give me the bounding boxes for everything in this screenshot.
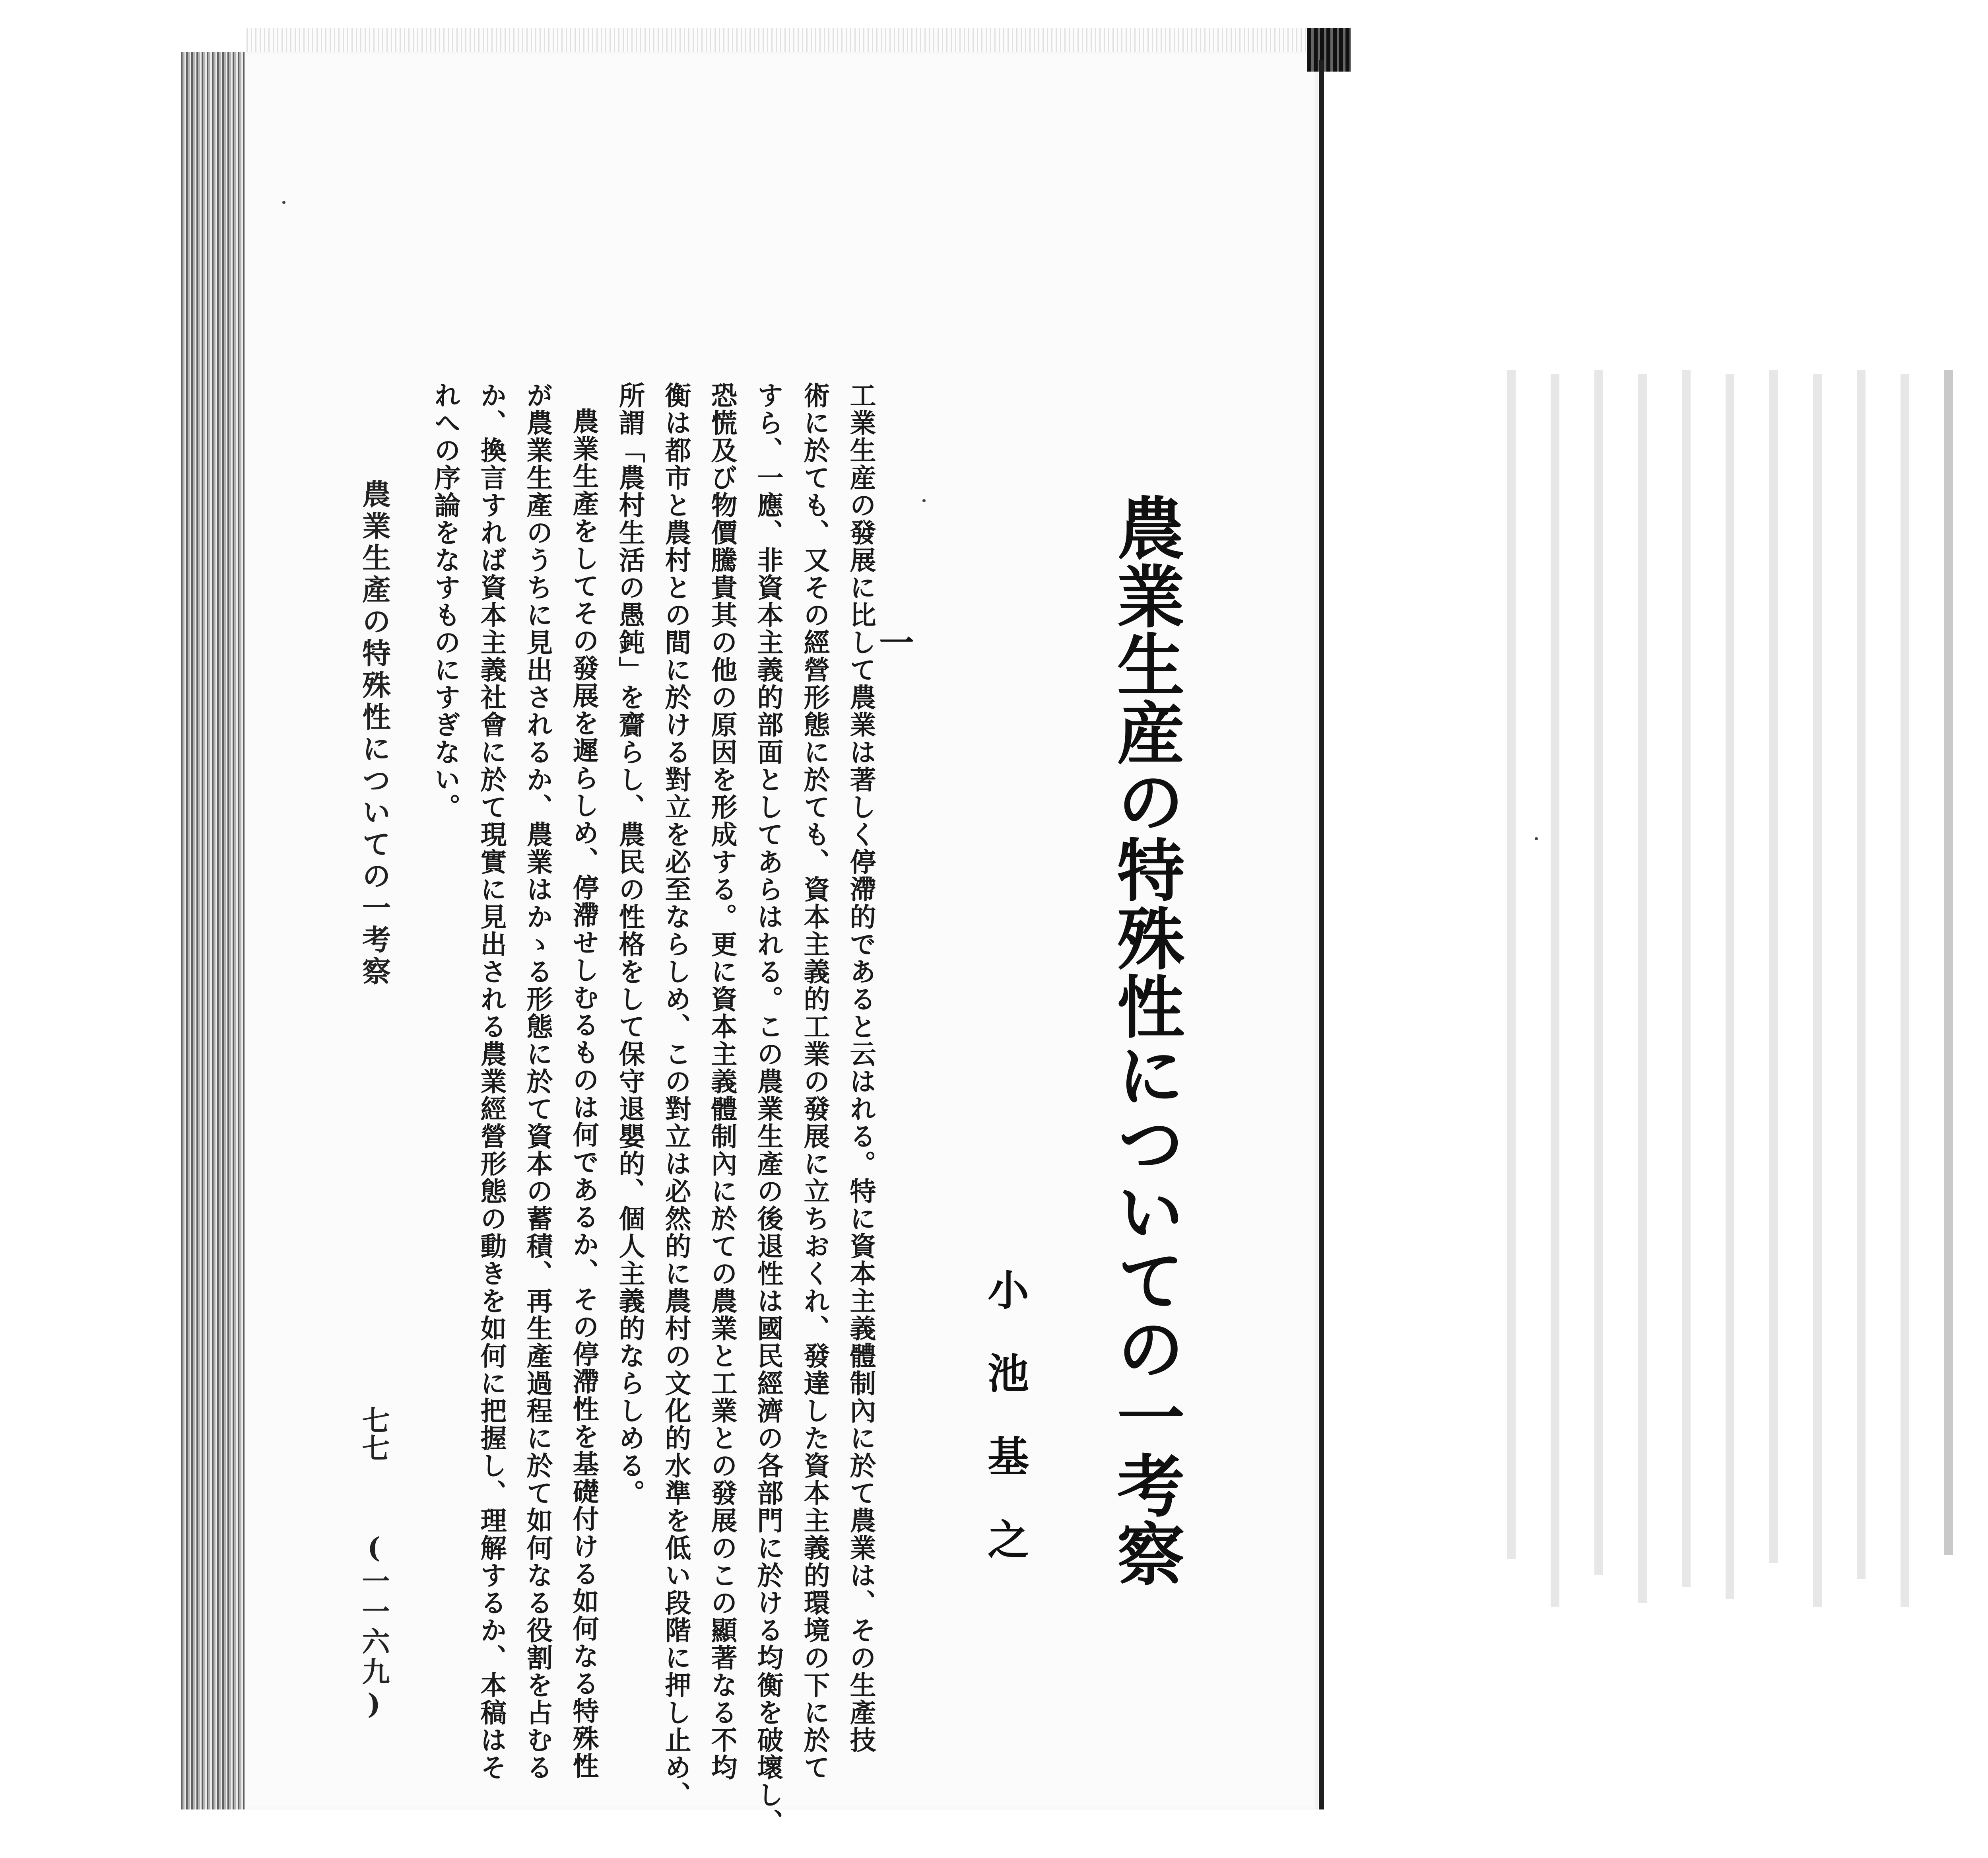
scan-speck bbox=[282, 201, 285, 204]
body-line: 所謂「農村生活の愚鈍」を齎らし、農民の性格をして保守退嬰的、個人主義的ならしめる。 bbox=[614, 382, 645, 1507]
running-head: 農業生產の特殊性についての一考察 bbox=[357, 479, 391, 988]
section-number: 一 bbox=[874, 624, 915, 659]
gutter-line bbox=[1319, 60, 1324, 1809]
page-edge-stack bbox=[181, 52, 245, 1809]
page-number: 七七 bbox=[357, 1406, 390, 1462]
right-page bbox=[1324, 60, 1988, 1809]
body-line: 衡は都市と農村との間に於ける對立を必至ならしめ、この對立は必然的に農村の文化的水準を低い段階に押し止め、 bbox=[660, 382, 691, 1809]
scan-speck bbox=[1535, 837, 1538, 840]
body-line: すら、一應、非資本主義的部面としてあらはれる。この農業生產の後退性は國民經濟の各部門に於ける均衡を破壞し、 bbox=[753, 382, 784, 1836]
body-line: 農業生產をしてその發展を遲らしめ、停滯せしむるものは何であるか、その停滯性を基礎付ける如何なる特殊性 bbox=[568, 408, 599, 1780]
body-line: 恐慌及び物價騰貴其の他の原因を形成する。更に資本主義體制內に於ての農業と工業との發展のこの顯著なる不均 bbox=[707, 382, 738, 1781]
gutter-marker bbox=[1307, 28, 1351, 72]
alt-page-number: (一一六九) bbox=[357, 1531, 390, 1723]
body-line: か、換言すれば資本主義社會に於て現實に見出される農業經營形態の動きを如何に把握し、理解するか、本稿はそ bbox=[476, 382, 507, 1781]
author-name: 小池基之 bbox=[980, 1269, 1029, 1601]
body-line: 術に於ても、又その經營形態に於ても、資本主義的工業の發展に立ちおくれ、發達した資本主義的環境の下に於て bbox=[799, 382, 830, 1781]
scan-speck bbox=[922, 499, 926, 502]
article-title: 農業生産の特殊性についての一考察 bbox=[1105, 493, 1185, 1588]
body-line: 工業生産の發展に比して農業は著しく停滯的であると云はれる。特に資本主義體制內に於て農業は、その生產技 bbox=[845, 382, 876, 1754]
body-line: れへの序論をなすものにすぎない。 bbox=[430, 382, 461, 821]
body-line: が農業生產のうちに見出されるか、農業はかゝる形態に於て資本の蓄積、再生產過程に於て如何なる役割を占むる bbox=[522, 382, 553, 1781]
